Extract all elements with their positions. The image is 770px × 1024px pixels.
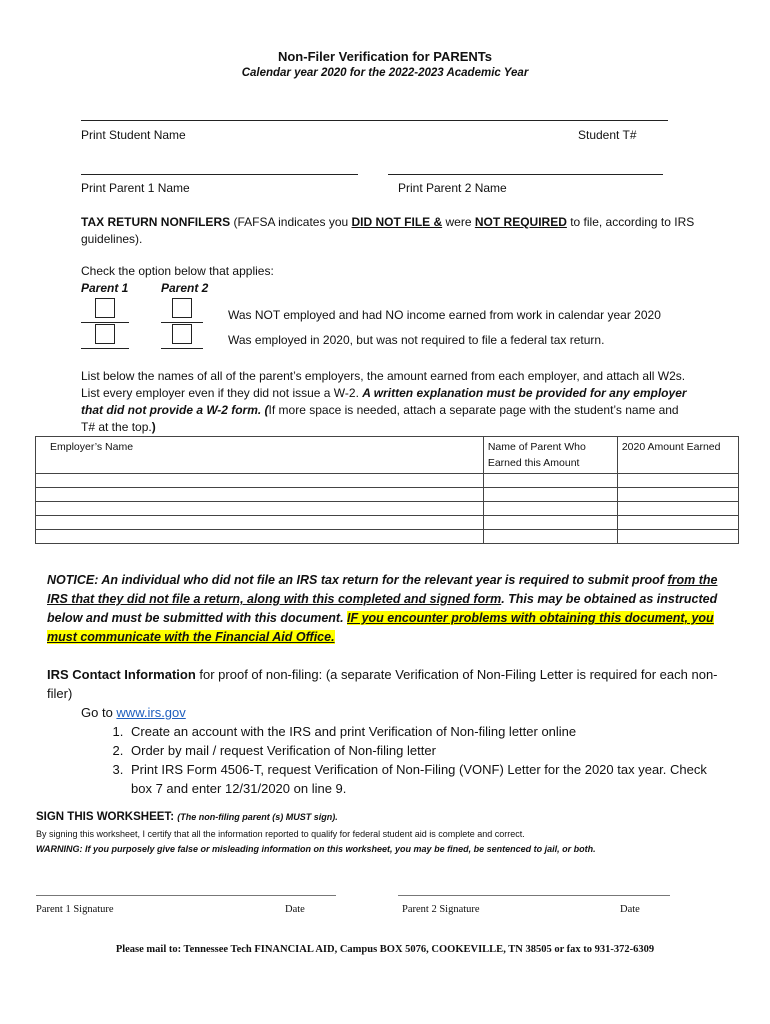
employers-paragraph [81,368,693,436]
parent-name-cell[interactable] [483,488,617,502]
parent-name-cell[interactable] [483,502,617,516]
parent1-signature-line[interactable] [36,895,336,896]
parent-name-cell[interactable] [483,516,617,530]
parent2-not-employed-checkbox[interactable] [172,298,192,318]
student-name-line[interactable] [81,120,668,121]
list-item: 3. Print IRS Form 4506-T, request Verification of Non-Filing (VONF) Letter for the 2020 tax year. Check box 7 and enter 12/31/2020 on line 9. [127,760,727,798]
irs-contact-section [47,665,727,798]
check-instruction: Check the option below that applies: [81,264,274,278]
employers-close: ) [151,420,156,434]
checkbox-underline [161,322,203,323]
parent2-signature-label: Parent 2 Signature [402,904,480,915]
amount-cell[interactable] [617,516,738,530]
amount-header: 2020 Amount Earned [617,437,738,474]
employer-name-cell[interactable] [36,474,484,488]
table-row [36,516,739,530]
list-item: 2. Order by mail / request Verification of Non-filing letter [127,741,727,760]
option-not-employed: Was NOT employed and had NO income earned from work in calendar year 2020 [228,308,661,322]
student-id-label: Student T# [578,128,637,142]
parent-name-header: Name of Parent Who Earned this Amount [483,437,617,474]
sign-worksheet [36,811,338,823]
amount-cell[interactable] [617,474,738,488]
notice-highlight: IF you encounter problems with obtaining this document, you must communicate with the Financial Aid Office. [47,611,714,644]
did-not-file: DID NOT FILE & [351,215,443,229]
checkbox-underline [81,348,129,349]
sign-colon: : [170,811,178,823]
table-row [36,502,739,516]
table-row [36,530,739,544]
parent2-date-label: Date [620,904,640,915]
irs-heading: IRS Contact Information [47,667,196,682]
sign-note: (The non-filing parent (s) MUST sign). [177,812,338,822]
parent1-name-label: Print Parent 1 Name [81,181,190,195]
parent2-employed-not-required-checkbox[interactable] [172,324,192,344]
warning-text: WARNING: If you purposely give false or misleading information on this worksheet, you may be fined, be sentenced to jail, or both. [36,844,596,854]
table-row [36,488,739,502]
parent1-employed-not-required-checkbox[interactable] [95,324,115,344]
irs-goto [47,703,727,722]
employer-name-cell[interactable] [36,488,484,502]
parent1-column-label: Parent 1 [81,281,129,295]
employers-text-2: If more space is needed, attach a separate page with the student’s name and T# at the top. [81,403,679,434]
parent-name-cell[interactable] [483,530,617,544]
checkbox-underline [161,348,203,349]
form-subtitle: Calendar year 2020 for the 2022-2023 Academic Year [241,67,529,79]
table-row [36,474,739,488]
employer-name-cell[interactable] [36,502,484,516]
employer-name-cell[interactable] [36,516,484,530]
nonfilers-text-2: were [442,215,475,229]
parent1-not-employed-checkbox[interactable] [95,298,115,318]
parent-name-cell[interactable] [483,474,617,488]
list-item: 1. Create an account with the IRS and print Verification of Non-filing letter online [127,722,727,741]
notice-part-3: . This may be obtained as instructed below and must be submitted with this document. [47,592,718,625]
nonfilers-text-1: (FAFSA indicates you [230,215,352,229]
parent1-signature-label: Parent 1 Signature [36,904,114,915]
parent2-name-line[interactable] [388,174,663,175]
amount-cell[interactable] [617,502,738,516]
parent2-signature-line[interactable] [398,895,670,896]
parent1-date-label: Date [285,904,305,915]
table-header-row [36,437,739,474]
employer-name-header: Employer’s Name [36,437,484,474]
parent2-name-label: Print Parent 2 Name [398,181,507,195]
employers-bold-text: A written explanation must be provided for any employer that did not provide a W-2 form. ( [81,386,687,417]
not-required: NOT REQUIRED [474,215,567,229]
nonfilers-paragraph [81,214,701,248]
employers-text-1: List below the names of all of the parent’s employers, the amount earned from each employer, and attach all W2s. List every employer even if they did not issue a W-2. [81,369,686,400]
notice-part-2: from the IRS that they did not file a return, along with this completed and signed form [47,573,718,606]
employer-table [35,436,739,544]
amount-cell[interactable] [617,488,738,502]
student-name-label: Print Student Name [81,128,186,142]
irs-goto-text: Go to [81,705,117,720]
employer-name-cell[interactable] [36,530,484,544]
sign-heading: SIGN THIS WORKSHEET [36,811,171,823]
notice-paragraph [47,571,727,647]
irs-steps-list [47,722,727,798]
nonfilers-heading: TAX RETURN NONFILERS [81,215,231,229]
notice-part-1: NOTICE: An individual who did not file an IRS tax return for the relevant year is required to submit proof [47,573,668,587]
parent1-name-line[interactable] [81,174,358,175]
checkbox-underline [81,322,129,323]
parent2-column-label: Parent 2 [161,281,209,295]
certification-text: By signing this worksheet, I certify that all the information reported to qualify for federal student aid is complete and correct. [36,829,525,839]
nonfilers-text-3: to file, according to IRS guidelines). [81,215,695,246]
irs-text: for proof of non-filing: (a separate Verification of Non-Filing Letter is required for each non-filer) [47,667,718,701]
form-title: Non-Filer Verification for PARENTs [277,49,493,64]
option-employed-not-required: Was employed in 2020, but was not required to file a federal tax return. [228,333,605,347]
irs-intro [47,665,727,703]
mailing-instructions: Please mail to: Tennessee Tech FINANCIAL AID, Campus BOX 5076, COOKEVILLE, TN 38505 or fax to 931-372-6309 [115,944,655,955]
amount-cell[interactable] [617,530,738,544]
irs-link[interactable]: www.irs.gov [116,705,186,720]
